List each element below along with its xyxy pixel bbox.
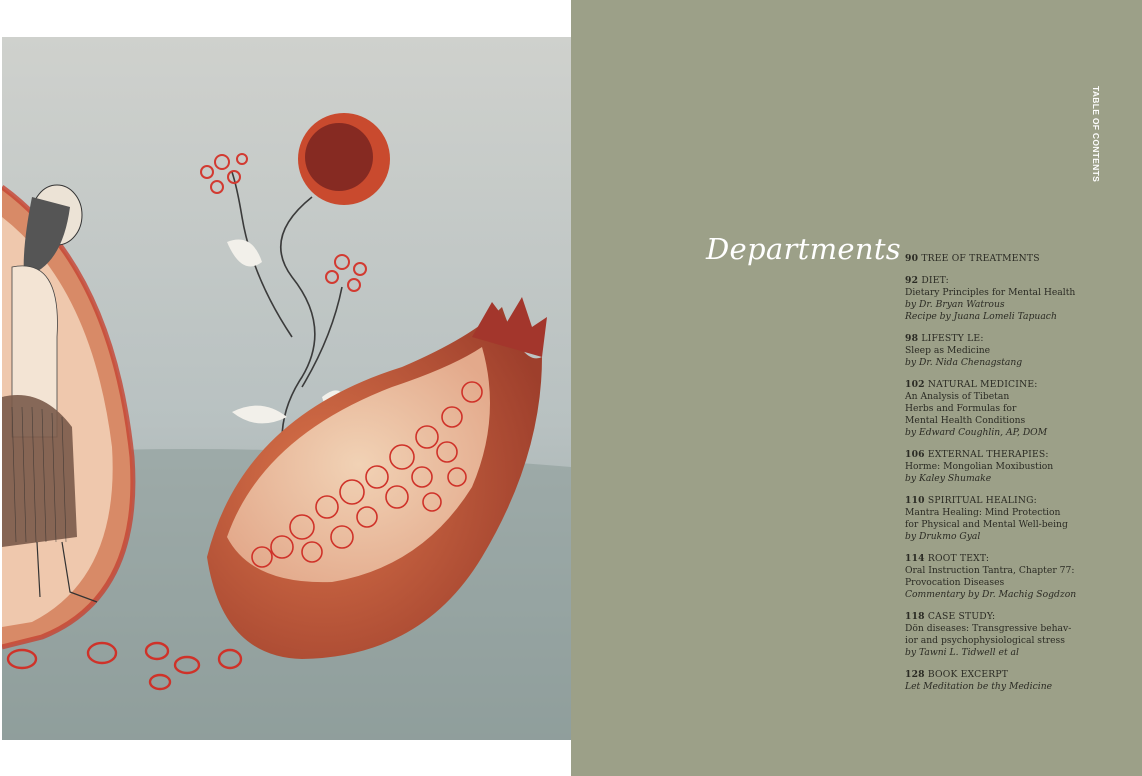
toc-page-number: 106 <box>905 449 925 460</box>
right-page <box>571 0 1142 776</box>
toc-entry[interactable] <box>905 669 1105 693</box>
toc-article-title: Dön diseases: Transgressive behav- <box>905 623 1072 634</box>
toc-entry-heading <box>905 449 1105 461</box>
toc-credit: Commentary by Dr. Machig Sogdzon <box>905 589 1077 600</box>
toc-page-number: 114 <box>905 553 925 564</box>
toc-entry[interactable] <box>905 553 1105 601</box>
toc-entry-heading <box>905 495 1105 507</box>
toc-credit: Let Meditation be thy Medicine <box>905 681 1053 692</box>
toc-entry[interactable] <box>905 275 1105 323</box>
toc-article-title: Mantra Healing: Mind Protection <box>905 507 1061 518</box>
toc-section-label: SPIRITUAL HEALING: <box>927 495 1037 506</box>
toc-section-label: EXTERNAL THERAPIES: <box>927 449 1049 460</box>
toc-article-title: Dietary Principles for Mental Health <box>905 287 1076 298</box>
toc-entry[interactable] <box>905 379 1105 439</box>
toc-article-title: Provocation Diseases <box>905 577 1005 588</box>
toc-page-number: 110 <box>905 495 925 506</box>
toc-section-label: TREE OF TREATMENTS <box>921 253 1040 264</box>
toc-credit: by Edward Coughlin, AP, DOM <box>905 427 1048 438</box>
toc-article-title: ior and psychophysiological stress <box>905 635 1065 646</box>
toc-article-title: Herbs and Formulas for <box>905 403 1017 414</box>
toc-entry[interactable] <box>905 611 1105 659</box>
toc-section-label: NATURAL MEDICINE: <box>927 379 1038 390</box>
toc-page-number: 118 <box>905 611 925 622</box>
toc-page-number: 92 <box>905 275 919 286</box>
toc-list <box>905 253 1105 703</box>
section-title: Departments <box>706 232 901 266</box>
toc-section-label: CASE STUDY: <box>927 611 996 622</box>
toc-entry-heading <box>905 253 1105 265</box>
pomegranate-illustration <box>2 37 571 740</box>
toc-article-title: Oral Instruction Tantra, Chapter 77: <box>905 565 1075 576</box>
toc-article-title: for Physical and Mental Well-being <box>905 519 1068 530</box>
toc-section-label: BOOK EXCERPT <box>927 669 1009 680</box>
toc-section-label: LIFESTY LE: <box>921 333 984 344</box>
toc-page-number: 98 <box>905 333 919 344</box>
toc-page-number: 102 <box>905 379 925 390</box>
toc-entry-heading <box>905 379 1105 391</box>
toc-credit: by Tawni L. Tidwell et al <box>905 647 1019 658</box>
toc-article-title: Mental Health Conditions <box>905 415 1026 426</box>
toc-entry-heading <box>905 553 1105 565</box>
toc-section-label: ROOT TEXT: <box>927 553 990 564</box>
toc-credit: Recipe by Juana Lomeli Tapuach <box>905 311 1057 322</box>
toc-entry[interactable] <box>905 333 1105 369</box>
toc-entry-heading <box>905 611 1105 623</box>
side-label-text: TABLE OF CONTENTS <box>1091 85 1101 183</box>
toc-credit: by Dr. Bryan Watrous <box>905 299 1005 310</box>
toc-article-title: Sleep as Medicine <box>905 345 991 356</box>
toc-credit: by Dr. Nida Chenagstang <box>905 357 1023 368</box>
toc-page-number: 128 <box>905 669 925 680</box>
toc-credit: by Drukmo Gyal <box>905 531 981 542</box>
toc-entry[interactable] <box>905 495 1105 543</box>
toc-entry-heading <box>905 669 1105 681</box>
toc-entry-heading <box>905 275 1105 287</box>
toc-article-title: An Analysis of Tibetan <box>905 391 1010 402</box>
toc-entry-heading <box>905 333 1105 345</box>
toc-section-label: DIET: <box>921 275 949 286</box>
toc-entry[interactable] <box>905 449 1105 485</box>
toc-credit: by Kaley Shumake <box>905 473 992 484</box>
toc-page-number: 90 <box>905 253 919 264</box>
toc-article-title: Horme: Mongolian Moxibustion <box>905 461 1054 472</box>
side-label <box>1088 84 1104 184</box>
toc-entry[interactable] <box>905 253 1105 265</box>
